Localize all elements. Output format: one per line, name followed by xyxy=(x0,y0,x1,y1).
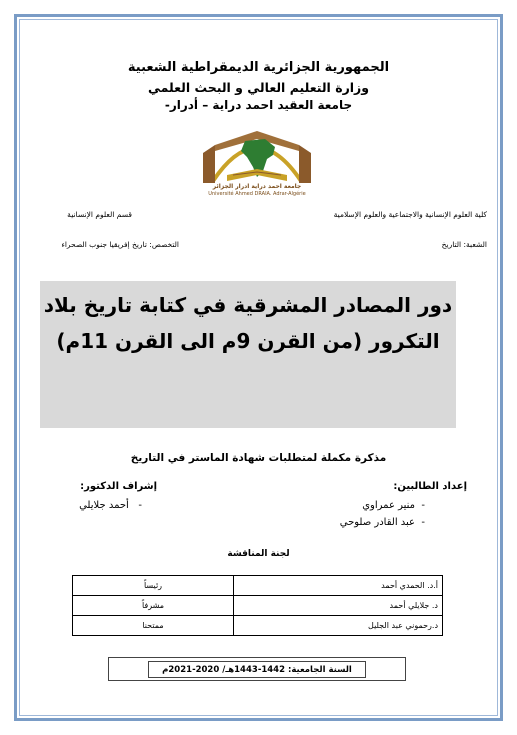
student-name-1: - منير عمراوي xyxy=(362,500,425,511)
university-heading: جامعة العقيد احمد دراية – أدرار- xyxy=(164,98,353,112)
republic-heading: الجمهورية الجزائرية الديمقراطية الشعبية xyxy=(127,60,390,75)
academic-year: السنة الجامعية: 1442-1443هـ/ 2020-2021م xyxy=(148,661,366,678)
university-logo-emblem xyxy=(193,123,321,185)
branch-label: الشعبة: التاريخ xyxy=(441,240,487,249)
thesis-title-box xyxy=(40,281,456,428)
supervisor-name: - أحمد جلايلي xyxy=(79,500,142,511)
committee-row xyxy=(73,616,443,636)
logo-caption-french: Université Ahmed DRAIA. Adrar-Algérie xyxy=(208,191,306,197)
supervisor-name-text: أحمد جلايلي xyxy=(79,500,129,511)
logo-caption-arabic: جامعة احمد دراية ادرار الجزائر xyxy=(212,183,302,190)
student-name-2-text: عبد القادر صلوحي xyxy=(339,517,416,528)
committee-table xyxy=(72,575,443,636)
committee-role: مشرفاً xyxy=(73,596,234,616)
students-label: إعداد الطالبين: xyxy=(393,481,467,492)
thesis-subtitle: مذكرة مكملة لمتطلبات شهادة الماستر في التاريخ xyxy=(130,452,387,464)
committee-member: د. جلايلي أحمد xyxy=(234,596,443,616)
student-name-1-text: منير عمراوي xyxy=(362,500,416,511)
specialty-label: التخصص: تاريخ إفريقيا جنوب الصحراء xyxy=(61,240,179,249)
committee-member: أ.د. الحمدي أحمد xyxy=(234,576,443,596)
thesis-title: دور المصادر المشرقية في كتابة تاريخ بلاد التكرور (من القرن 9م الى القرن 11م) xyxy=(43,293,453,353)
committee-title: لجنة المناقشة xyxy=(227,549,290,559)
committee-row xyxy=(73,576,443,596)
ministry-heading: وزارة التعليم العالي و البحث العلمي xyxy=(147,80,370,95)
department-label: قسم العلوم الإنسانية xyxy=(67,210,132,219)
committee-member: د.رحموني عبد الجليل xyxy=(234,616,443,636)
committee-row xyxy=(73,596,443,616)
faculty-label: كلية العلوم الإنسانية والاجتماعية والعلوم الإسلامية xyxy=(333,210,487,219)
student-name-2: - عبد القادر صلوحي xyxy=(339,517,425,528)
supervisor-label: إشراف الدكتور: xyxy=(80,481,157,492)
committee-role: رئيساً xyxy=(73,576,234,596)
committee-role: ممتحنا xyxy=(73,616,234,636)
